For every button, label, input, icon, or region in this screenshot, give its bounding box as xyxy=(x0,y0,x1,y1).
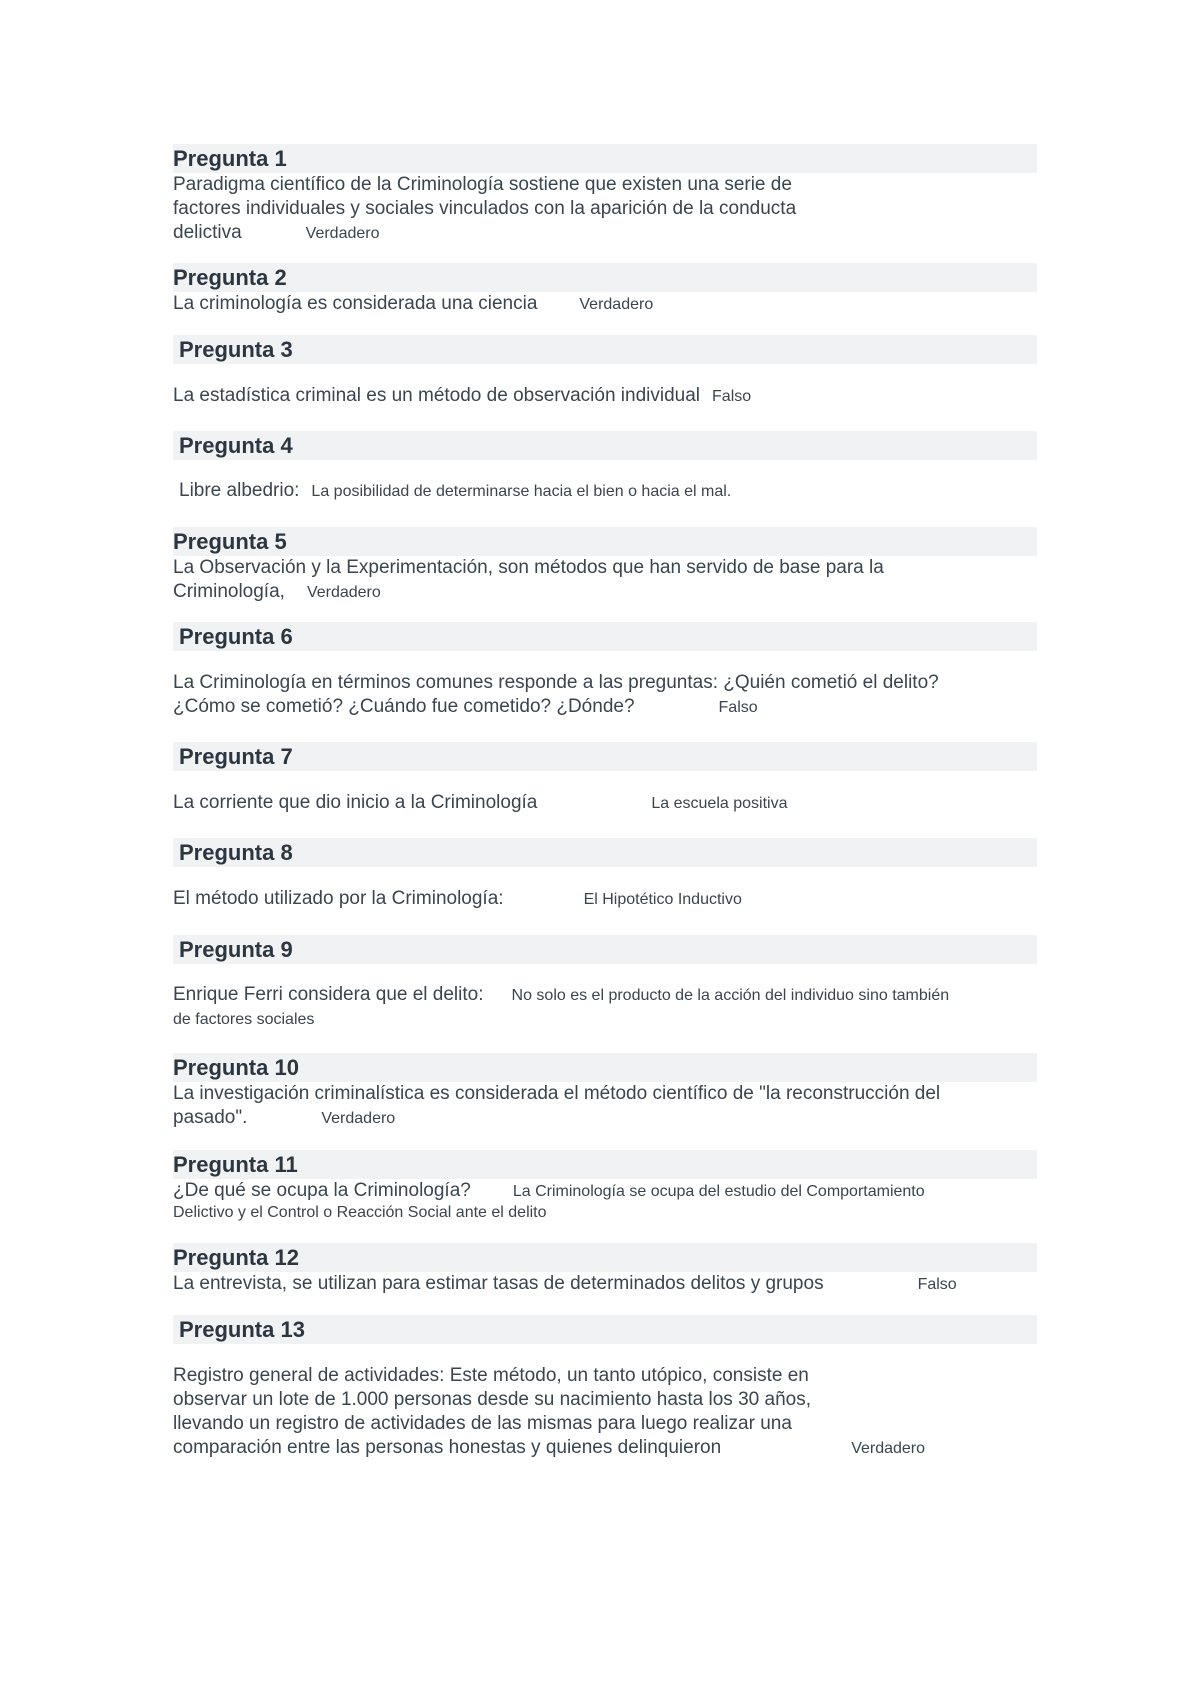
question-7 xyxy=(173,742,1037,816)
question-12 xyxy=(173,1243,1037,1297)
question-3 xyxy=(173,335,1037,409)
question-text: La estadística criminal es un método de observación individual xyxy=(173,385,701,406)
question-title: Pregunta 7 xyxy=(173,742,1037,771)
answer: Falso xyxy=(718,699,758,716)
question-title: Pregunta 8 xyxy=(173,838,1037,867)
answer-line: Delictivo y el Control o Reacción Social ante el delito xyxy=(173,1204,547,1221)
question-4 xyxy=(173,431,1037,504)
question-5 xyxy=(173,527,1037,605)
question-8 xyxy=(173,838,1037,912)
answer-line: La Criminología se ocupa del estudio del Comportamiento xyxy=(512,1183,925,1200)
question-text: Enrique Ferri considera que el delito: xyxy=(173,984,484,1005)
answer: Verdadero xyxy=(851,1440,926,1457)
question-title: Pregunta 10 xyxy=(173,1053,1037,1082)
question-10 xyxy=(173,1053,1037,1131)
question-text-line: Paradigma científico de la Criminología sostiene que existen una serie de xyxy=(173,174,792,195)
answer: Falso xyxy=(917,1276,957,1293)
answer: La escuela positiva xyxy=(651,795,788,812)
question-text-line: llevando un registro de actividades de las mismas para luego realizar una xyxy=(173,1413,792,1434)
question-text-line: La Observación y la Experimentación, son métodos que han servido de base para la xyxy=(173,557,884,578)
question-text: La corriente que dio inicio a la Criminología xyxy=(173,792,538,813)
question-text-line: pasado". xyxy=(173,1107,248,1128)
answer: Falso xyxy=(712,388,752,405)
answer: La posibilidad de determinarse hacia el bien o hacia el mal. xyxy=(311,483,732,500)
answer: Verdadero xyxy=(305,225,380,242)
answer: Verdadero xyxy=(306,584,381,601)
question-1 xyxy=(173,144,1037,246)
question-title: Pregunta 3 xyxy=(173,335,1037,364)
question-title: Pregunta 6 xyxy=(173,622,1037,651)
question-text: La criminología es considerada una ciencia xyxy=(173,293,538,314)
answer: El Hipotético Inductivo xyxy=(583,891,742,908)
question-text-line: observar un lote de 1.000 personas desde su nacimiento hasta los 30 años, xyxy=(173,1389,811,1410)
question-title: Pregunta 5 xyxy=(173,527,1037,556)
question-title: Pregunta 4 xyxy=(173,431,1037,460)
question-title: Pregunta 12 xyxy=(173,1243,1037,1272)
question-title: Pregunta 13 xyxy=(173,1315,1037,1344)
question-title: Pregunta 2 xyxy=(173,263,1037,292)
question-text-line: Registro general de actividades: Este método, un tanto utópico, consiste en xyxy=(173,1365,809,1386)
question-text xyxy=(173,173,1037,246)
question-title: Pregunta 11 xyxy=(173,1150,1037,1179)
question-text-line: Criminología, xyxy=(173,581,285,602)
question-2 xyxy=(173,263,1037,317)
question-text-line: La Criminología en términos comunes responde a las preguntas: ¿Quién cometió el delito? xyxy=(173,672,939,693)
answer: Verdadero xyxy=(321,1110,396,1127)
question-11 xyxy=(173,1150,1037,1222)
question-title: Pregunta 9 xyxy=(173,935,1037,964)
question-text-line: factores individuales y sociales vinculados con la aparición de la conducta xyxy=(173,198,797,219)
answer: Verdadero xyxy=(579,296,654,313)
question-title: Pregunta 1 xyxy=(173,144,1037,173)
answer-line: No solo es el producto de la acción del individuo sino también xyxy=(511,987,950,1004)
question-text-line: ¿Cómo se cometió? ¿Cuándo fue cometido? ¿Dónde? xyxy=(173,696,635,717)
question-text: El método utilizado por la Criminología: xyxy=(173,888,504,909)
answer-line: de factores sociales xyxy=(173,1011,315,1028)
question-text-line: comparación entre las personas honestas y quienes delinquieron xyxy=(173,1437,722,1458)
question-9 xyxy=(173,935,1037,1032)
question-text: Libre albedrio: xyxy=(179,480,300,501)
question-text-line: La investigación criminalística es considerada el método científico de "la reconstrucción del xyxy=(173,1083,941,1104)
question-13 xyxy=(173,1315,1037,1461)
question-text: La entrevista, se utilizan para estimar tasas de determinados delitos y grupos xyxy=(173,1273,824,1294)
question-text: ¿De qué se ocupa la Criminología? xyxy=(173,1180,471,1201)
question-text-line: delictiva xyxy=(173,222,242,243)
question-6 xyxy=(173,622,1037,720)
